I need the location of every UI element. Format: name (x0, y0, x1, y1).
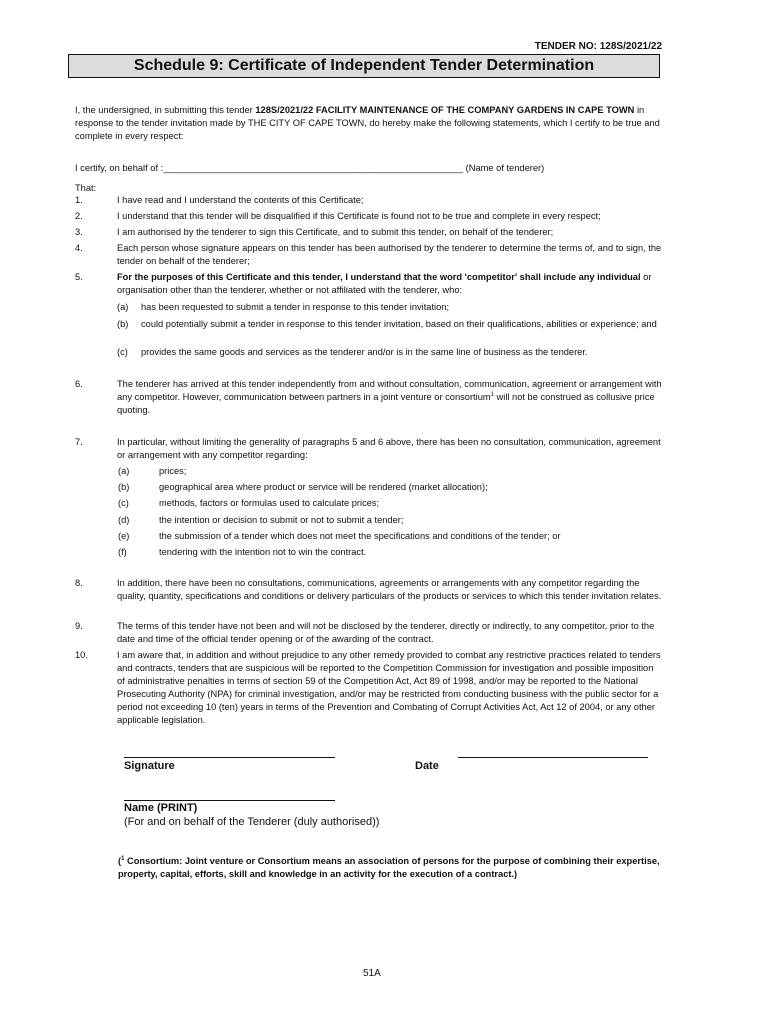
certify-line: I certify, on behalf of :__________________________________________________________ (Name of tenderer) (75, 163, 545, 173)
intro-text-end: in response to the tender invitation made by THE CITY OF CAPE TOWN, do hereby make the following statements, which I certify to be true and complete in every respect: (75, 105, 660, 141)
footnote (118, 855, 663, 881)
sub-item-text: methods, factors or formulas used to calculate prices; (159, 498, 380, 508)
sub-item-text: could potentially submit a tender in response to this tender invitation, based on their qualifications, abilities or experience; and (141, 319, 657, 329)
page-title: Schedule 9: Certificate of Independent Tender Determination (68, 54, 660, 78)
footnote-marker: 1 (490, 391, 494, 398)
item-6-text-end: will not be construed as collusive price quoting. (117, 392, 655, 415)
footnote-marker: 1 (121, 855, 125, 862)
sub-item-text: geographical area where product or service will be rendered (market allocation); (159, 482, 488, 492)
sub-item-label: (a) (118, 466, 130, 476)
item-number: 9. (75, 621, 83, 631)
sub-item-label: (b) (118, 482, 130, 492)
sub-item-label: (c) (118, 498, 129, 508)
sub-item-text: tendering with the intention not to win the contract. (159, 547, 367, 557)
item-number: 5. (75, 272, 83, 282)
sub-item-label: (f) (118, 547, 127, 557)
sub-item-text: prices; (159, 466, 187, 476)
item-text: I am authorised by the tenderer to sign this Certificate, and to submit this tender, on behalf of the tenderer; (117, 227, 554, 237)
item-text (117, 378, 662, 417)
item-text: The terms of this tender have not been and will not be disclosed by the tenderer, directly or indirectly, to any competitor, prior to the date and time of the official tender opening or of the awarding of the contract. (117, 621, 655, 644)
item-number: 7. (75, 437, 83, 447)
sub-item-label: (a) (117, 302, 129, 312)
intro-paragraph (75, 104, 663, 143)
item-text (117, 271, 662, 297)
sub-item-text: the submission of a tender which does not meet the specifications and conditions of the tender; or (159, 531, 561, 541)
date-line[interactable] (458, 757, 648, 758)
item-number: 8. (75, 578, 83, 588)
item-number: 2. (75, 211, 83, 221)
date-label: Date (415, 760, 439, 772)
sub-item-text: has been requested to submit a tender in response to this tender invitation; (141, 302, 450, 312)
item-text: I understand that this tender will be disqualified if this Certificate is found not to be true and complete in every respect; (117, 211, 601, 221)
tender-number: TENDER NO: 128S/2021/22 (534, 41, 662, 52)
that-label: That: (75, 183, 97, 193)
competitor-definition: For the purposes of this Certificate and this tender, I understand that the word 'competitor' shall include any individual (117, 272, 641, 282)
item-number: 6. (75, 379, 83, 389)
sub-item-text: the intention or decision to submit or not to submit a tender; (159, 515, 404, 525)
page-number: 51A (363, 968, 381, 979)
signature-label: Signature (124, 760, 175, 772)
sub-item-label: (b) (117, 319, 129, 329)
item-text: I am aware that, in addition and without prejudice to any other remedy provided to combat any restrictive practices related to tenders and contracts, tenders that are suspicious will be reported to the Competition Commission for investigation and possible imposition of administrative penalties in terms of section 59 of the Competition Act, Act 89 of 1998, and/or may be reported to the National Prosecuting Authority (NPA) for criminal investigation, and/or may be restricted from conducting business with the public sector for a period not exceeding 10 (ten) years in terms of the Prevention and Combating of Corrupt Activities Act, Act 12 of 2004, or any other applicable legislation. (117, 650, 661, 725)
item-text: In particular, without limiting the generality of paragraphs 5 and 6 above, there has been no consultation, communication, agreement or arrangement with any competitor regarding: (117, 437, 661, 460)
item-text: In addition, there have been no consultations, communications, agreements or arrangements with any competitor regarding the quality, quantity, specifications and conditions or delivery particulars of the products or services to which this tender invitation relates. (117, 578, 662, 601)
sub-item-text: provides the same goods and services as the tenderer and/or is in the same line of business as the tenderer. (141, 347, 588, 357)
sub-item-label: (d) (118, 515, 130, 525)
item-number: 1. (75, 195, 83, 205)
item-number: 3. (75, 227, 83, 237)
footnote-open: ( (118, 856, 122, 866)
signature-line[interactable] (124, 757, 335, 758)
competitor-definition-rest: or organisation other than the tenderer, whether or not affiliated with the tenderer, who: (117, 272, 652, 295)
item-number: 10. (75, 650, 88, 660)
name-label: Name (PRINT) (124, 802, 198, 814)
name-note: (For and on behalf of the Tenderer (duly authorised)) (124, 816, 380, 828)
sub-item-label: (c) (117, 347, 128, 357)
intro-text-start: I, the undersigned, in submitting this tender (75, 105, 256, 115)
item-6-text: The tenderer has arrived at this tender independently from and without consultation, communication, agreement or arrangement with any competitor. However, communication between partners in a joint venture or consortium (117, 379, 662, 402)
item-number: 4. (75, 243, 83, 253)
item-text: Each person whose signature appears on this tender has been authorised by the tenderer to determine the terms of, and to sign, the tender on behalf of the tenderer; (117, 243, 662, 266)
sub-item-label: (e) (118, 531, 130, 541)
footnote-text: Consortium: Joint venture or Consortium means an association of persons for the purpose of combining their expertise, property, capital, efforts, skill and knowledge in an activity for the execution of a contract.) (118, 856, 660, 879)
intro-tender-name: 128S/2021/22 FACILITY MAINTENANCE OF THE COMPANY GARDENS IN CAPE TOWN (255, 105, 635, 115)
name-line[interactable] (124, 800, 335, 801)
item-text: I have read and I understand the contents of this Certificate; (117, 195, 364, 205)
